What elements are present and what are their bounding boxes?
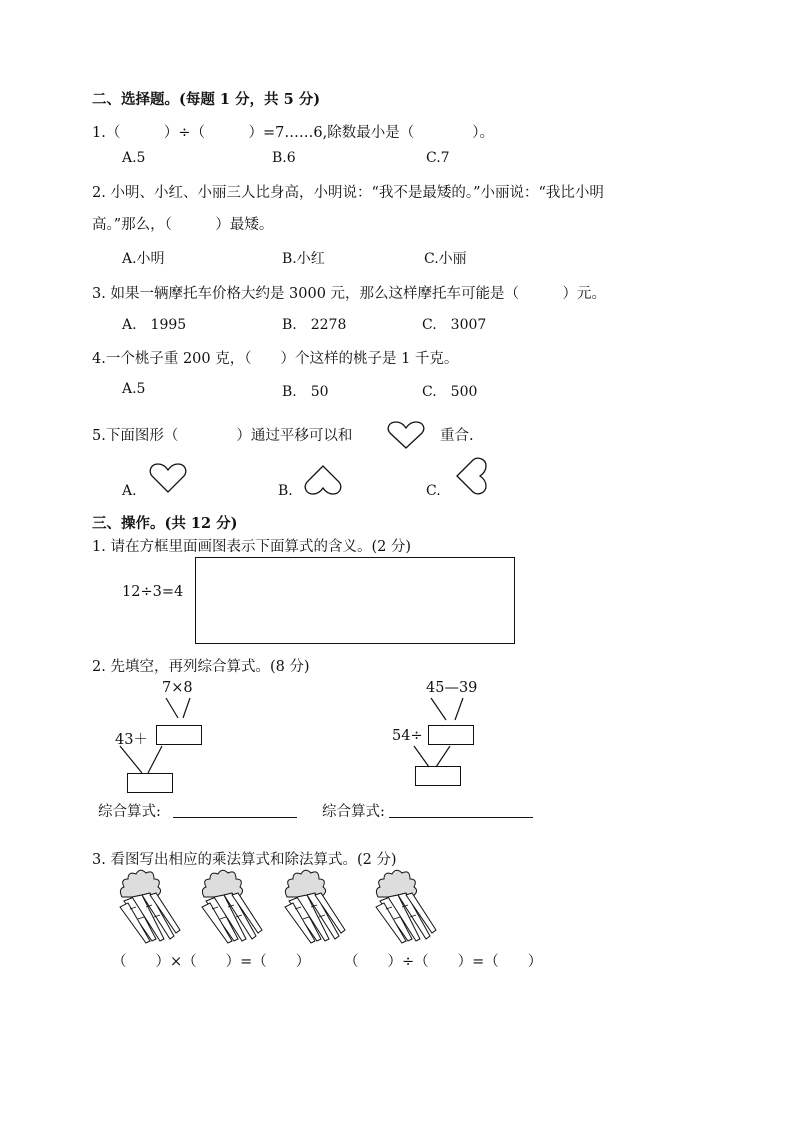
heart-reference-icon: [386, 420, 426, 450]
carrot-bunch-icon: [372, 867, 438, 945]
multiplication-blanks[interactable]: （ ）×（ ）=（ ）: [112, 954, 311, 970]
right-tree-top-expression: 45—39: [426, 680, 478, 696]
question-5-text-after: 重合.: [440, 428, 474, 444]
q5-option-a: A.: [122, 483, 137, 499]
q2-option-c: C.小丽: [424, 251, 467, 267]
left-tree-upper-lines: [163, 697, 203, 719]
question-3: 3. 如果一辆摩托车价格大约是 3000 元，那么这样摩托车可能是（ ）元。: [92, 286, 607, 302]
q4-option-b: B. 50: [282, 384, 329, 400]
right-tree-result-box[interactable]: [415, 766, 461, 786]
left-combined-answer-line[interactable]: [173, 817, 297, 818]
operation-question-1: 1. 请在方框里面画图表示下面算式的含义。(2 分): [92, 539, 412, 555]
q1-option-b: B.6: [272, 150, 296, 166]
section-heading-choice: 二、选择题。(每题 1 分，共 5 分): [92, 91, 321, 108]
question-1: 1.（ ）÷（ ）=7……6,除数最小是（ ）。: [92, 125, 494, 141]
q1-option-c: C.7: [426, 150, 450, 166]
q4-option-c: C. 500: [422, 384, 478, 400]
drawing-answer-box[interactable]: [195, 557, 515, 644]
q3-option-c: C. 3007: [422, 317, 487, 333]
left-tree-lower-lines: [118, 745, 188, 775]
heart-option-c-icon: [455, 456, 495, 496]
right-combined-label: 综合算式:: [322, 804, 385, 820]
left-tree-middle-box[interactable]: [156, 725, 202, 745]
q2-option-b: B.小红: [282, 251, 325, 267]
q3-option-b: B. 2278: [282, 317, 347, 333]
q4-option-a: A.5: [122, 381, 146, 397]
right-tree-upper-lines: [430, 697, 470, 721]
q3-option-a: A. 1995: [122, 317, 187, 333]
q5-option-c: C.: [426, 483, 441, 499]
equation-12-div-3: 12÷3=4: [122, 584, 184, 600]
question-4: 4.一个桃子重 200 克，（ ）个这样的桃子是 1 千克。: [92, 351, 459, 367]
operation-question-2: 2. 先填空，再列综合算式。(8 分): [92, 659, 310, 675]
left-tree-result-box[interactable]: [127, 773, 173, 793]
section-heading-operation: 三、操作。(共 12 分): [92, 515, 238, 532]
right-tree-middle-box[interactable]: [428, 725, 474, 745]
division-blanks[interactable]: （ ）÷（ ）=（ ）: [344, 954, 543, 970]
heart-option-b-icon: [303, 464, 343, 496]
right-tree-operator: 54÷: [392, 728, 423, 744]
carrot-bunch-icon: [116, 867, 182, 945]
heart-option-a-icon: [148, 462, 188, 494]
question-2-line2: 高。”那么，（ ）最矮。: [92, 217, 274, 233]
q2-option-a: A.小明: [122, 251, 165, 267]
question-5-text: 5.下面图形（ ）通过平移可以和: [92, 428, 353, 444]
q5-option-b: B.: [278, 483, 293, 499]
carrot-bunch-icon: [281, 867, 347, 945]
left-combined-label: 综合算式:: [98, 804, 161, 820]
left-tree-top-expression: 7×8: [162, 680, 193, 696]
left-tree-operator: 43＋: [115, 732, 148, 748]
right-combined-answer-line[interactable]: [389, 817, 533, 818]
q1-option-a: A.5: [122, 150, 146, 166]
question-2-line1: 2. 小明、小红、小丽三人比身高，小明说：“我不是最矮的。”小丽说：“我比小明: [92, 185, 604, 201]
operation-question-3: 3. 看图写出相应的乘法算式和除法算式。(2 分): [92, 852, 397, 868]
carrot-bunch-icon: [198, 867, 264, 945]
